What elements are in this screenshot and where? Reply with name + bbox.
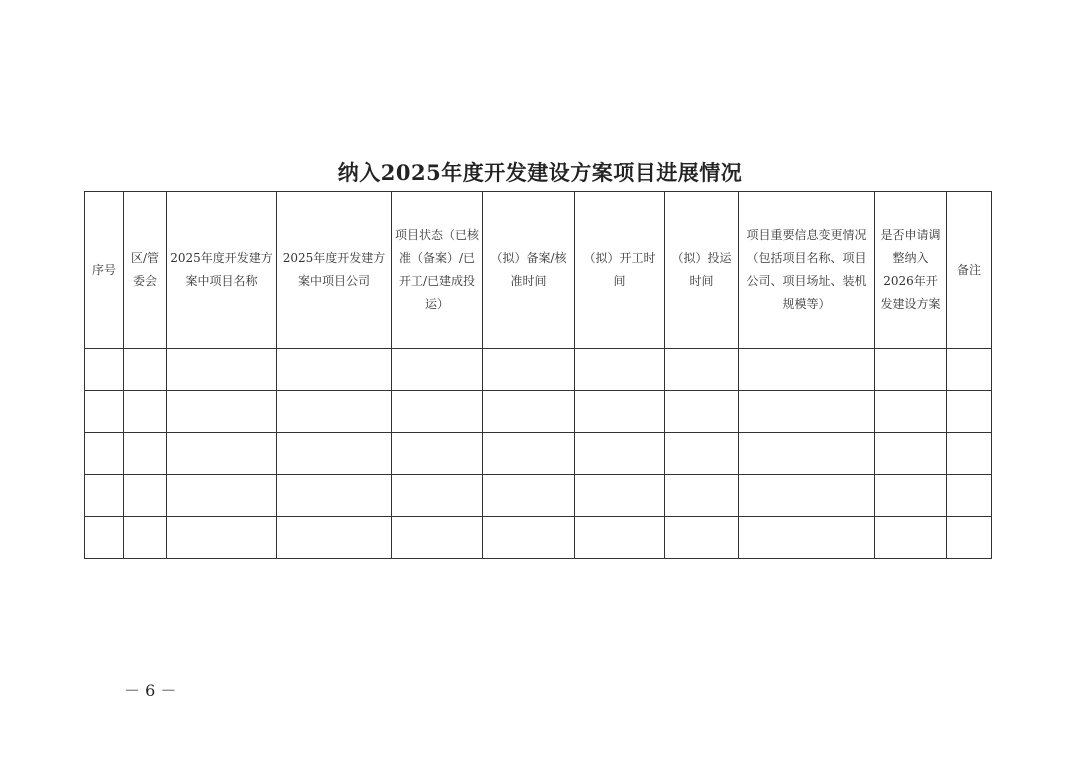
table-cell xyxy=(739,349,875,391)
table-cell xyxy=(665,475,739,517)
table-cell xyxy=(392,391,483,433)
header-row xyxy=(85,192,992,349)
table-cell xyxy=(875,517,947,559)
table-cell xyxy=(739,391,875,433)
table-row xyxy=(85,517,992,559)
table-cell xyxy=(947,475,992,517)
table-cell xyxy=(392,349,483,391)
column-header: 备注 xyxy=(947,192,992,349)
table-cell xyxy=(277,349,392,391)
table-cell xyxy=(483,433,575,475)
column-header: 2025年度开发建方案中项目名称 xyxy=(167,192,277,349)
table-cell xyxy=(575,475,665,517)
table-cell xyxy=(85,517,124,559)
table-cell xyxy=(875,391,947,433)
table-cell xyxy=(85,475,124,517)
table-cell xyxy=(85,433,124,475)
table-cell xyxy=(575,517,665,559)
table-cell xyxy=(947,517,992,559)
column-header: （拟）备案/核准时间 xyxy=(483,192,575,349)
table-cell xyxy=(392,433,483,475)
table-cell xyxy=(665,391,739,433)
table-cell xyxy=(483,391,575,433)
table-cell xyxy=(875,433,947,475)
table-cell xyxy=(85,349,124,391)
table-cell xyxy=(124,517,167,559)
table-cell xyxy=(124,391,167,433)
table-cell xyxy=(483,475,575,517)
page-number: － 6 － xyxy=(124,681,177,700)
column-header: （拟）开工时间 xyxy=(575,192,665,349)
table-row xyxy=(85,475,992,517)
column-header: 序号 xyxy=(85,192,124,349)
table-cell xyxy=(167,433,277,475)
table-cell xyxy=(124,433,167,475)
table-row xyxy=(85,349,992,391)
document-title: 纳入2025年度开发建设方案项目进展情况 xyxy=(337,160,743,185)
table-cell xyxy=(947,433,992,475)
table-row xyxy=(85,433,992,475)
table-cell xyxy=(739,475,875,517)
table-cell xyxy=(575,433,665,475)
table-cell xyxy=(124,475,167,517)
table-cell xyxy=(167,349,277,391)
column-header: （拟）投运时间 xyxy=(665,192,739,349)
table-cell xyxy=(947,349,992,391)
table-cell xyxy=(277,433,392,475)
table-cell xyxy=(739,517,875,559)
column-header: 区/管委会 xyxy=(124,192,167,349)
table-cell xyxy=(167,391,277,433)
table-cell xyxy=(277,475,392,517)
table-cell xyxy=(483,349,575,391)
table-cell xyxy=(85,391,124,433)
table-cell xyxy=(665,517,739,559)
table-cell xyxy=(665,433,739,475)
table-row xyxy=(85,391,992,433)
table-cell xyxy=(277,391,392,433)
table-cell xyxy=(483,517,575,559)
table-cell xyxy=(575,349,665,391)
table-cell xyxy=(875,475,947,517)
table-cell xyxy=(665,349,739,391)
table-cell xyxy=(875,349,947,391)
table-cell xyxy=(392,475,483,517)
table-cell xyxy=(167,475,277,517)
table-cell xyxy=(124,349,167,391)
table-cell xyxy=(392,517,483,559)
column-header: 是否申请调整纳入2026年开发建设方案 xyxy=(875,192,947,349)
column-header: 2025年度开发建方案中项目公司 xyxy=(277,192,392,349)
column-header: 项目重要信息变更情况（包括项目名称、项目公司、项目场址、装机规模等） xyxy=(739,192,875,349)
table-cell xyxy=(739,433,875,475)
table-cell xyxy=(167,517,277,559)
progress-table xyxy=(84,191,992,559)
table-cell xyxy=(575,391,665,433)
column-header: 项目状态（已核准（备案）/已开工/已建成投运） xyxy=(392,192,483,349)
table-cell xyxy=(947,391,992,433)
table-cell xyxy=(277,517,392,559)
